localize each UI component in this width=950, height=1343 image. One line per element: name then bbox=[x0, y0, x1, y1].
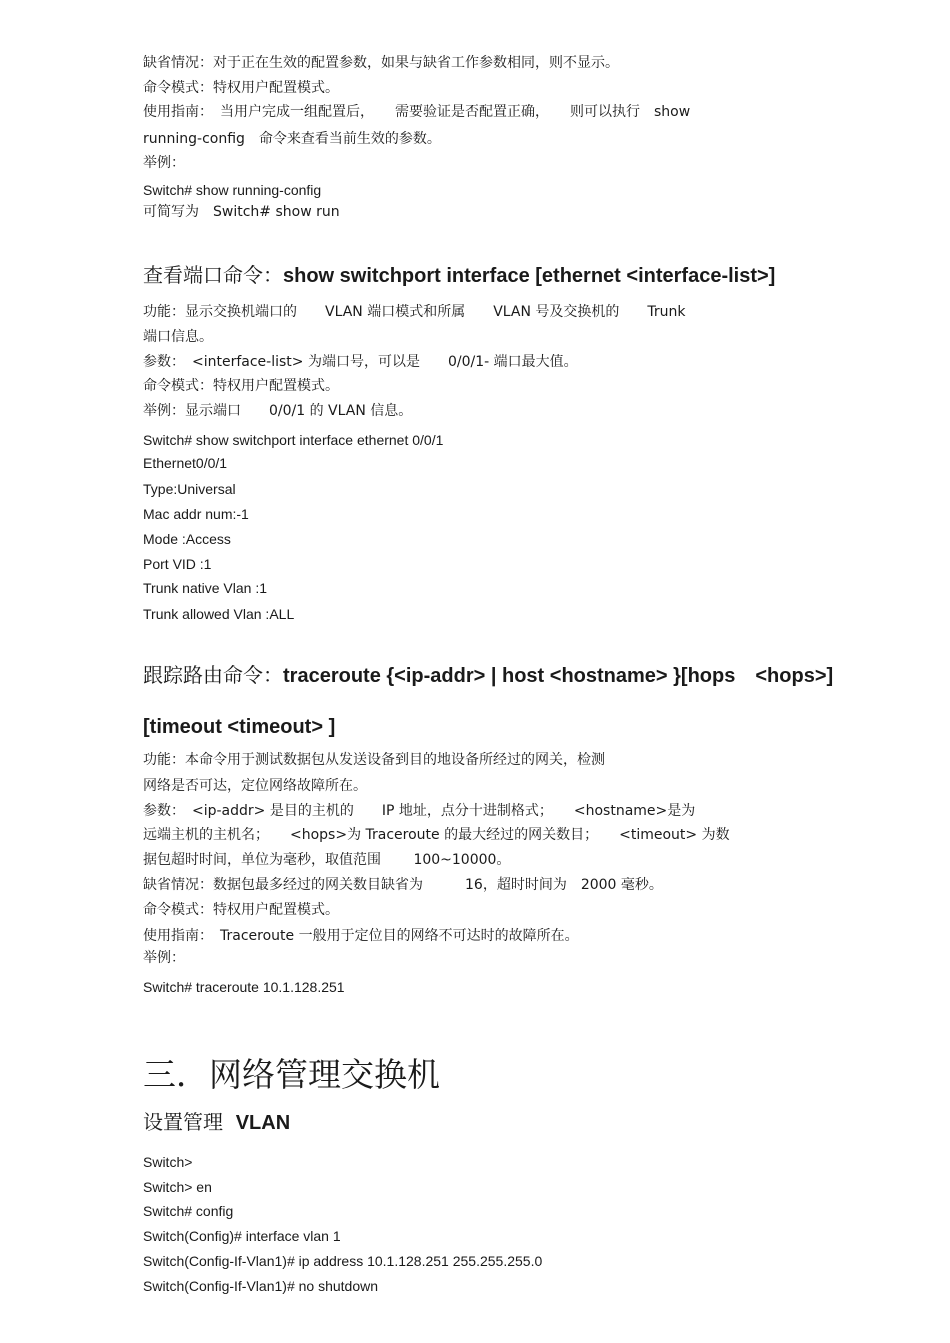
config-command: Switch(Config-If-Vlan1)# no shutdown bbox=[143, 1278, 379, 1294]
config-command: Switch> en bbox=[143, 1179, 212, 1195]
output-line: Ethernet0/0/1 bbox=[143, 455, 228, 471]
output-line: Port VID :1 bbox=[143, 556, 212, 572]
parameter-line: 参数： <ip-addr> 是目的主机的 IP 地址，点分十进制格式； <hostname>是为 bbox=[143, 803, 696, 819]
output-line: Trunk allowed Vlan :ALL bbox=[143, 606, 295, 622]
subsection-bold: VLAN bbox=[235, 1112, 291, 1134]
command-mode-line: 命令模式：特权用户配置模式。 bbox=[143, 902, 339, 918]
example-command: Switch# show running-config bbox=[143, 182, 322, 198]
function-line: 功能：本命令用于测试数据包从发送设备到目的地设备所经过的网关，检测 bbox=[143, 752, 605, 768]
subsection-prefix: 设置管理 bbox=[143, 1110, 223, 1134]
command-mode-line: 命令模式：特权用户配置模式。 bbox=[143, 80, 339, 96]
parameter-line: 参数： <interface-list> 为端口号，可以是 0/0/1- 端口最大值。 bbox=[143, 354, 578, 370]
output-line: Type:Universal bbox=[143, 481, 236, 497]
function-line-2: 端口信息。 bbox=[143, 329, 213, 345]
example-command: Switch# traceroute 10.1.128.251 bbox=[143, 979, 345, 995]
example-line: 举例：显示端口 0/0/1 的 VLAN 信息。 bbox=[143, 403, 413, 419]
usage-guide-line-2: running-config 命令来查看当前生效的参数。 bbox=[143, 131, 441, 147]
subsection-heading bbox=[143, 1109, 290, 1136]
output-line: Mode :Access bbox=[143, 531, 231, 547]
section-heading-traceroute-cont bbox=[143, 713, 335, 740]
config-command: Switch(Config)# interface vlan 1 bbox=[143, 1228, 341, 1244]
default-state-line: 缺省情况：数据包最多经过的网关数目缺省为 16，超时时间为 2000 毫秒。 bbox=[143, 877, 663, 893]
heading-prefix: 跟踪路由命令： bbox=[143, 663, 283, 687]
output-line: Mac addr num:-1 bbox=[143, 506, 249, 522]
function-line: 功能：显示交换机端口的 VLAN 端口模式和所属 VLAN 号及交换机的 Trunk bbox=[143, 304, 686, 320]
output-line: Trunk native Vlan :1 bbox=[143, 580, 267, 596]
heading-command-cont: [timeout <timeout> ] bbox=[143, 716, 336, 738]
example-label: 举例： bbox=[143, 155, 185, 171]
parameter-line-2: 远端主机的主机名； <hops>为 Traceroute 的最大经过的网关数目； <timeout> 为数 bbox=[143, 827, 730, 843]
section-heading-show-switchport bbox=[143, 262, 775, 289]
heading-command: show switchport interface [ethernet <interface-list>] bbox=[283, 265, 776, 287]
output-line: Switch# show switchport interface ethernet 0/0/1 bbox=[143, 432, 444, 448]
config-command: Switch# config bbox=[143, 1203, 234, 1219]
example-short-form: 可简写为 Switch# show run bbox=[143, 204, 340, 220]
config-command: Switch> bbox=[143, 1154, 193, 1170]
heading-prefix: 查看端口命令： bbox=[143, 263, 283, 287]
chapter-title: 三．网络管理交换机 bbox=[143, 1055, 440, 1094]
parameter-line-3: 据包超时时间，单位为毫秒，取值范围 100~10000。 bbox=[143, 852, 511, 868]
function-line-2: 网络是否可达，定位网络故障所在。 bbox=[143, 778, 367, 794]
config-command: Switch(Config-If-Vlan1)# ip address 10.1.128.251 255.255.255.0 bbox=[143, 1253, 543, 1269]
heading-command: traceroute {<ip-addr> | host <hostname> }[hops <hops>] bbox=[283, 665, 834, 687]
usage-guide-line: 使用指南： Traceroute 一般用于定位目的网络不可达时的故障所在。 bbox=[143, 928, 579, 944]
usage-guide-line: 使用指南： 当用户完成一组配置后， 需要验证是否配置正确， 则可以执行 show bbox=[143, 104, 691, 120]
section-heading-traceroute bbox=[143, 662, 833, 689]
example-label: 举例： bbox=[143, 950, 185, 966]
command-mode-line: 命令模式：特权用户配置模式。 bbox=[143, 378, 339, 394]
default-state-line: 缺省情况：对于正在生效的配置参数，如果与缺省工作参数相同，则不显示。 bbox=[143, 55, 619, 71]
